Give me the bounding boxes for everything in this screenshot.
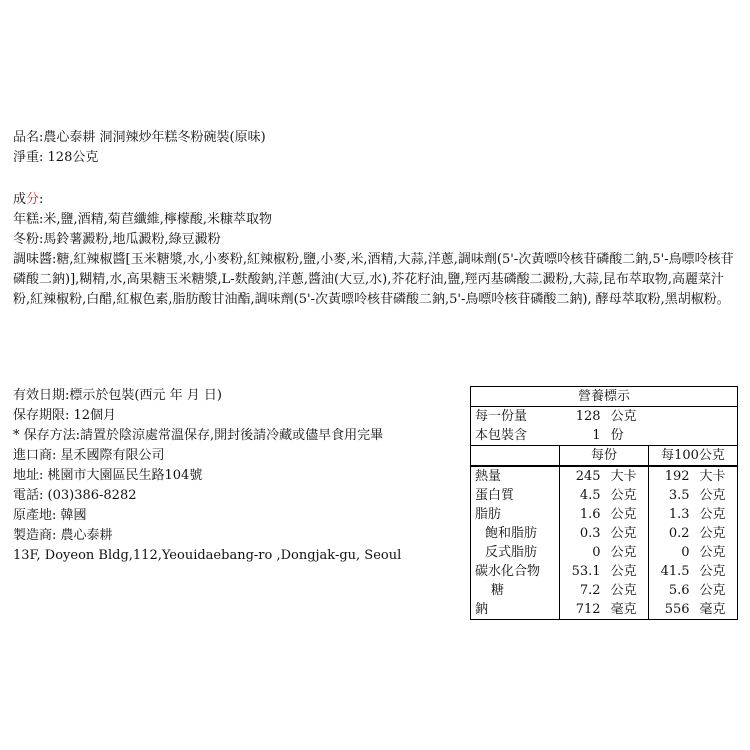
nutrition-row [471, 466, 738, 486]
nutrient-name: 碳水化合物 [471, 562, 560, 581]
importer: 進口商: 星禾國際有限公司 [13, 448, 165, 463]
nutrient-name: 熱量 [471, 466, 560, 486]
per-100g-unit: 毫克 [699, 602, 726, 617]
column-per-100g: 每100公克 [649, 446, 738, 467]
ingredients-rice-cake: 年糕:米,鹽,酒精,菊苣纖維,檸檬酸,米糠萃取物 [13, 212, 273, 227]
per-serving-unit: 毫克 [605, 600, 649, 620]
per-serving-value: 0 [592, 545, 601, 560]
per-100g-value: 1.3 [668, 507, 690, 522]
expiry-date: 有效日期:標示於包裝(西元 年 月 日) [13, 388, 222, 403]
serving-size-label: 每一份量 [475, 409, 528, 424]
per-100g-value: 556 [664, 602, 690, 617]
servings-per-package-unit: 份 [610, 428, 624, 443]
servings-per-package-label: 本包裝含 [475, 428, 528, 443]
nutrition-title-row [471, 387, 738, 407]
serving-size-value: 128 [575, 409, 601, 424]
nutrient-name: 反式脂肪 [471, 543, 560, 562]
product-section [13, 128, 266, 168]
per-100g-value: 41.5 [660, 564, 690, 579]
nutrition-row [471, 581, 738, 600]
per-100g-value: 192 [649, 466, 694, 486]
storage-method: * 保存方法:請置於陰涼處常溫保存,開封後請冷藏或儘早食用完畢 [13, 428, 384, 443]
net-weight [13, 148, 266, 168]
product-name [13, 128, 266, 148]
nutrition-column-header-row [471, 446, 738, 467]
nutrient-name: 飽和脂肪 [471, 524, 560, 543]
per-serving-value: 245 [560, 466, 605, 486]
per-100g-unit: 公克 [699, 488, 726, 503]
per-serving-value: 712 [575, 602, 601, 617]
per-100g-unit: 公克 [699, 545, 726, 560]
per-serving-value: 0.3 [579, 526, 601, 541]
shelf-life: 保存期限: 12個月 [13, 408, 117, 423]
serving-size-row [471, 407, 738, 427]
manufacturer: 製造商: 農心泰耕 [13, 528, 113, 543]
per-serving-value: 1.6 [579, 507, 601, 522]
ingredients-heading-colon: : [39, 192, 44, 207]
ingredients-sauce: 調味醬:糖,紅辣椒醬[玉米糖漿,水,小麥粉,紅辣椒粉,鹽,小麥,米,酒精,大蒜,洋蔥,調味劑(5'-次黃嘌呤核苷磷酸二鈉,5'-鳥嘌呤核苷磷酸二鈉)],糊精,水,高果糖玉米糖漿,L-麩酸鈉,洋蔥,醬油(大豆,水),芥花籽油,鹽,羥丙基磷酸二澱粉,大蒜,昆布萃取物,高麗菜汁粉,紅辣椒粉,白醋,紅椒色素,脂肪酸甘油酯,調味劑(5'-次黃嘌呤核苷磷酸二鈉,5'-鳥嘌呤核苷磷酸二鈉), 酵母萃取粉,黑胡椒粉。 [13, 252, 734, 307]
nutrition-row [471, 543, 738, 562]
net-weight-value: 128公克 [47, 150, 99, 165]
nutrition-row [471, 505, 738, 524]
importer-address: 地址: 桃園市大園區民生路104號 [13, 468, 203, 483]
per-100g-value: 0.2 [668, 526, 690, 541]
per-serving-value: 53.1 [571, 564, 601, 579]
per-serving-unit: 公克 [605, 562, 649, 581]
nutrition-facts-table [470, 386, 738, 620]
ingredients-heading [13, 190, 741, 210]
net-weight-label: 淨重: [13, 150, 44, 165]
per-serving-unit: 公克 [605, 505, 649, 524]
manufacturer-address: 13F, Doyeon Bldg,112,Yeouidaebang-ro ,Dongjak-gu, Seoul [13, 548, 402, 563]
per-100g-unit: 公克 [699, 507, 726, 522]
ingredients-noodles: 冬粉:馬鈴薯澱粉,地瓜澱粉,綠豆澱粉 [13, 232, 221, 247]
per-serving-value: 7.2 [579, 583, 601, 598]
servings-per-package-value: 1 [592, 428, 601, 443]
per-100g-value: 5.6 [668, 583, 690, 598]
per-100g-unit: 大卡 [694, 466, 738, 486]
servings-per-package-row [471, 426, 738, 446]
importer-phone: 電話: (03)386-8282 [13, 488, 137, 503]
per-serving-unit: 公克 [605, 581, 649, 600]
per-serving-unit: 公克 [605, 524, 649, 543]
nutrition-title: 營養標示 [471, 387, 738, 407]
per-100g-unit: 公克 [699, 583, 726, 598]
per-serving-unit: 公克 [605, 486, 649, 505]
country-of-origin: 原產地: 韓國 [13, 508, 87, 523]
per-serving-unit: 大卡 [605, 466, 649, 486]
nutrition-rows [471, 466, 738, 620]
nutrient-name: 糖 [471, 581, 560, 600]
nutrition-row [471, 486, 738, 505]
per-100g-value: 0 [681, 545, 690, 560]
per-100g-value: 3.5 [668, 488, 690, 503]
column-per-serving: 每份 [560, 446, 649, 467]
nutrient-name: 脂肪 [471, 505, 560, 524]
ingredients-heading-char2: 分 [26, 192, 40, 207]
per-serving-unit: 公克 [605, 543, 649, 562]
nutrient-name: 蛋白質 [471, 486, 560, 505]
product-info-section [13, 386, 401, 566]
per-100g-unit: 公克 [699, 564, 726, 579]
nutrition-row [471, 524, 738, 543]
nutrition-row [471, 600, 738, 620]
nutrition-row [471, 562, 738, 581]
per-serving-value: 4.5 [579, 488, 601, 503]
ingredients-section [13, 190, 741, 310]
serving-size-unit: 公克 [610, 409, 637, 424]
ingredients-heading-char1: 成 [13, 192, 27, 207]
product-name-value: 農心泰耕 洞洞辣炒年糕冬粉碗裝(原味) [43, 130, 266, 145]
per-100g-unit: 公克 [699, 526, 726, 541]
product-name-label: 品名: [13, 130, 44, 145]
nutrient-name: 鈉 [471, 600, 560, 620]
